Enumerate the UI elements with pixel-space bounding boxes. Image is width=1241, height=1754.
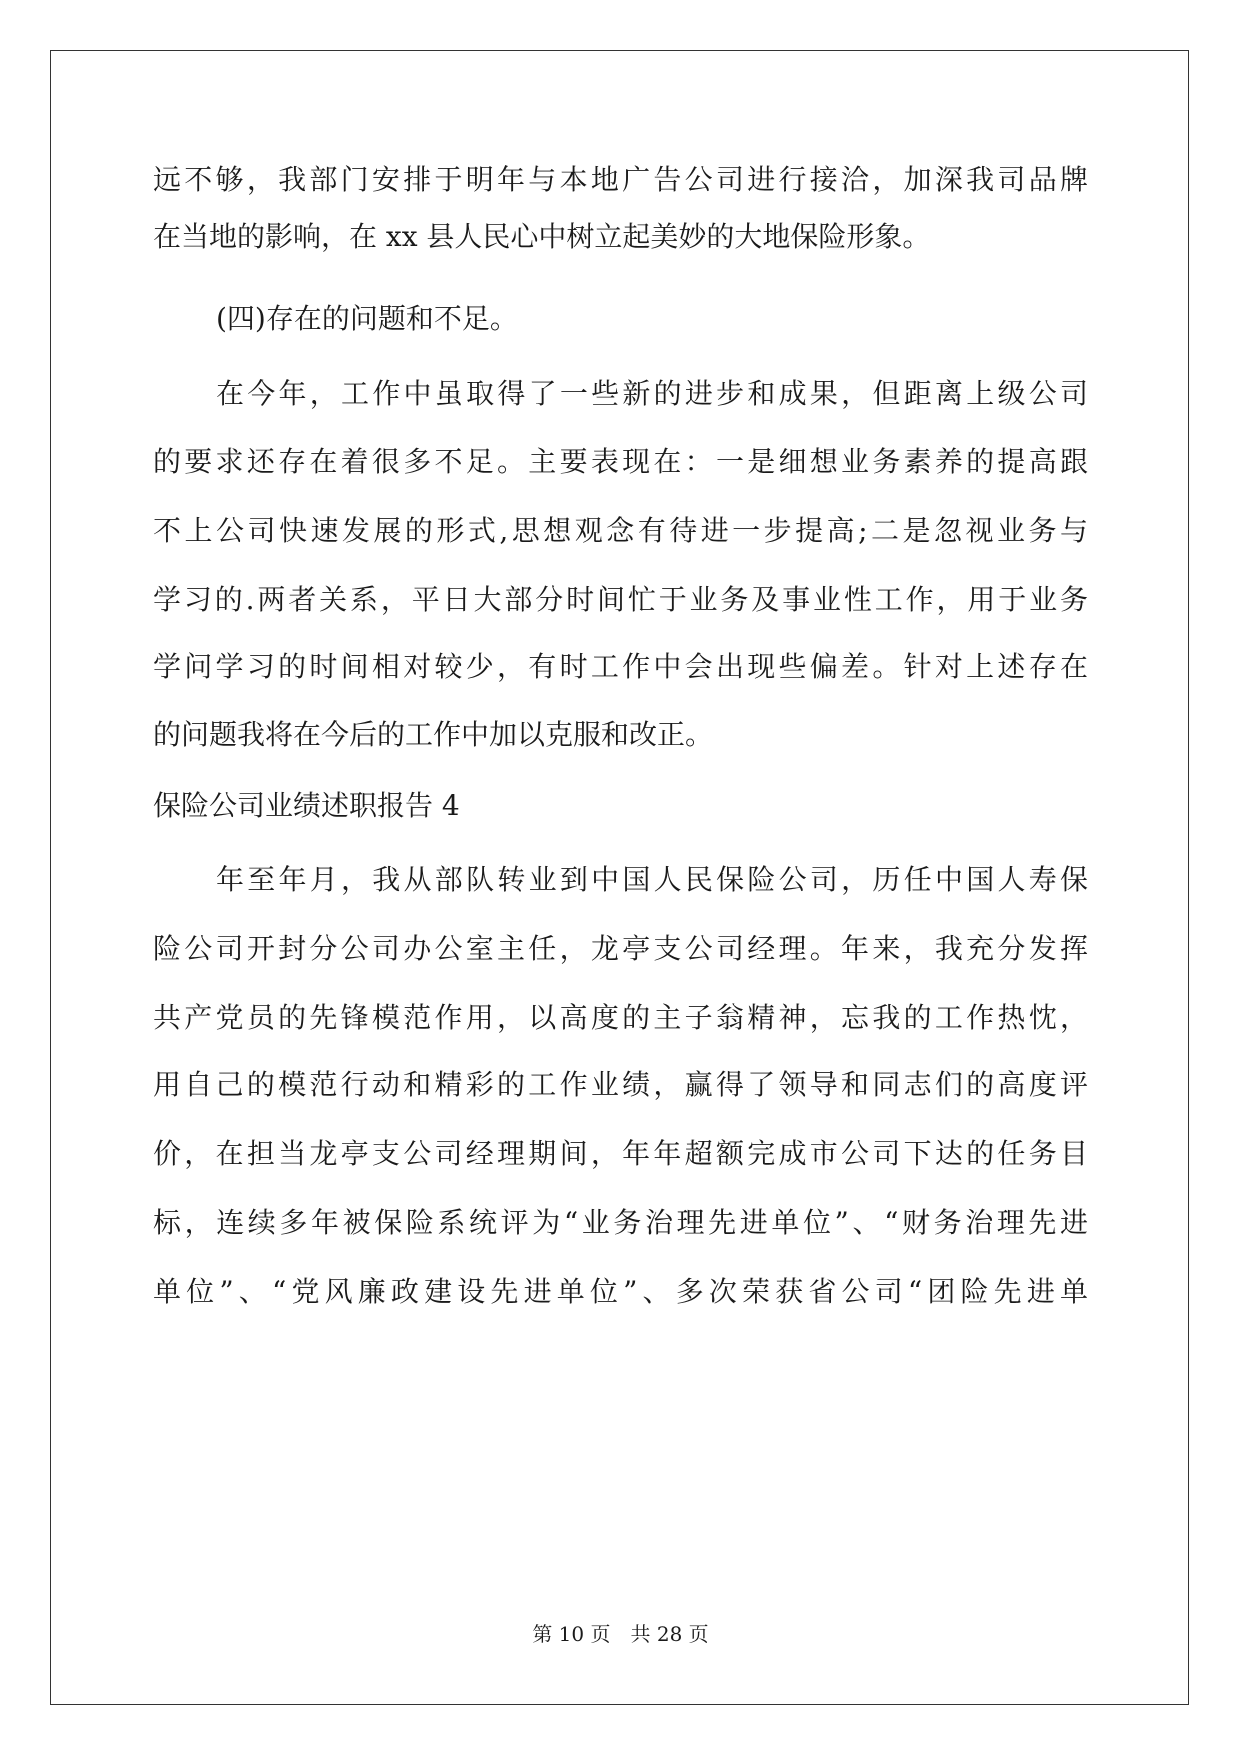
page-number: 第 10 页 共 28 页 [532, 1622, 709, 1646]
paragraph-line: 学问学习的时间相对较少，有时工作中会出现些偏差。针对上述存在 [153, 650, 1088, 683]
paragraph-line: 的要求还存在着很多不足。主要表现在：一是细想业务素养的提高跟 [153, 445, 1088, 478]
paragraph-line: 在当地的影响，在 xx 县人民心中树立起美妙的大地保险形象。 [153, 220, 931, 253]
section-heading: (四)存在的问题和不足。 [216, 302, 518, 335]
report-title: 保险公司业绩述职报告 4 [153, 789, 460, 822]
paragraph-line: 价，在担当龙亭支公司经理期间，年年超额完成市公司下达的任务目 [153, 1137, 1088, 1170]
paragraph-line: 在今年，工作中虽取得了一些新的进步和成果，但距离上级公司 [216, 377, 1088, 410]
paragraph-line: 用自己的模范行动和精彩的工作业绩，赢得了领导和同志们的高度评 [153, 1068, 1088, 1101]
page-footer [0, 1620, 1241, 1648]
paragraph-line: 标，连续多年被保险系统评为“业务治理先进单位”、“财务治理先进 [153, 1206, 1088, 1239]
paragraph-line: 的问题我将在今后的工作中加以克服和改正。 [153, 718, 714, 751]
paragraph-line: 远不够，我部门安排于明年与本地广告公司进行接洽，加深我司品牌 [153, 163, 1088, 196]
paragraph-line: 单位”、“党风廉政建设先进单位”、多次荣获省公司“团险先进单 [153, 1275, 1088, 1308]
paragraph-line: 险公司开封分公司办公室主任，龙亭支公司经理。年来，我充分发挥 [153, 932, 1088, 965]
paragraph-line: 共产党员的先锋模范作用，以高度的主子翁精神，忘我的工作热忱， [153, 1001, 1088, 1034]
paragraph-line: 不上公司快速发展的形式,思想观念有待进一步提高;二是忽视业务与 [153, 514, 1088, 547]
paragraph-line: 学习的.两者关系，平日大部分时间忙于业务及事业性工作，用于业务 [153, 583, 1088, 616]
paragraph-line: 年至年月，我从部队转业到中国人民保险公司，历任中国人寿保 [216, 863, 1088, 896]
